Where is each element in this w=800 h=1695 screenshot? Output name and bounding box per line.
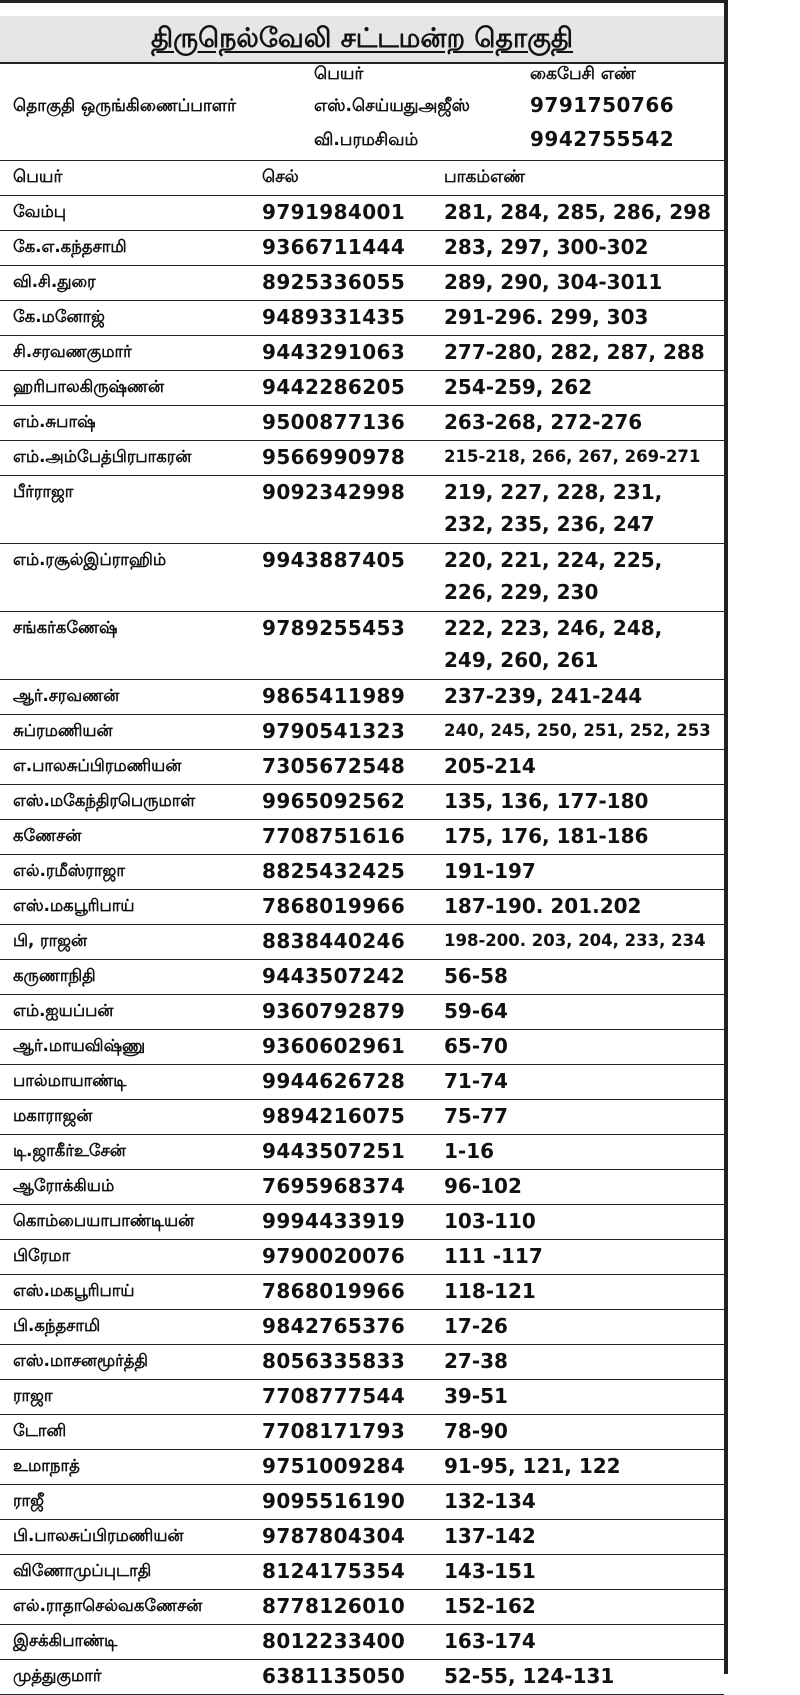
booth-line: 56-58: [444, 964, 508, 988]
booth-line: 143-151: [444, 1559, 536, 1583]
table-row: [0, 784, 724, 819]
row-name: பி, ராஜன்: [13, 931, 87, 950]
booth-line: 65-70: [444, 1034, 508, 1058]
table-row: [0, 300, 724, 335]
row-booth-numbers: [444, 301, 648, 333]
table-row: [0, 230, 724, 265]
row-booth-numbers: [444, 371, 592, 403]
booth-line: 249, 260, 261: [444, 648, 599, 672]
booth-line: 291-296. 299, 303: [444, 305, 649, 329]
booth-line: 111 -117: [444, 1244, 543, 1268]
row-booth-numbers: [444, 1310, 508, 1342]
row-cell-number: 9092342998: [262, 480, 406, 504]
booth-line: 281, 284, 285, 286, 298: [444, 200, 711, 224]
row-booth-numbers: [444, 715, 711, 747]
row-booth-numbers: [444, 855, 536, 887]
row-cell-number: 7708171793: [262, 1419, 406, 1443]
booth-line: 263-268, 272-276: [444, 410, 643, 434]
booth-line: 71-74: [444, 1069, 508, 1093]
row-booth-numbers: [444, 1275, 536, 1307]
row-name: ராஜீ: [13, 1491, 44, 1510]
row-booth-numbers: [444, 1240, 543, 1272]
booth-line: 163-174: [444, 1629, 536, 1653]
row-booth-numbers: [444, 1030, 508, 1062]
table-row: [0, 889, 724, 924]
row-booth-numbers: [444, 925, 706, 957]
coordinator-phone: 9942755542: [530, 127, 675, 151]
table-row: [0, 370, 724, 405]
booth-line: 198-200. 203, 204, 233, 234: [444, 931, 706, 950]
row-name: கருணாநிதி: [13, 966, 96, 985]
row-cell-number: 9443507242: [262, 964, 406, 988]
table-row: [0, 475, 724, 543]
row-cell-number: 9994433919: [262, 1209, 406, 1233]
table-row: [0, 1659, 724, 1694]
row-cell-number: 9791984001: [262, 200, 406, 224]
row-name: கே.மனோஜ்: [13, 307, 105, 326]
row-name: வி.சி.துரை: [13, 272, 96, 291]
coordinator-phone-header: கைபேசி எண்: [530, 64, 636, 84]
booth-line: 103-110: [444, 1209, 536, 1233]
row-booth-numbers: [444, 1100, 508, 1132]
row-booth-numbers: [444, 1485, 536, 1517]
table-row: [0, 1519, 724, 1554]
row-cell-number: 7708777544: [262, 1384, 406, 1408]
booth-line: 187-190. 201.202: [444, 894, 642, 918]
row-cell-number: 7708751616: [262, 824, 406, 848]
row-cell-number: 9500877136: [262, 410, 406, 434]
row-booth-numbers: [444, 960, 508, 992]
row-booth-numbers: [444, 266, 662, 298]
row-cell-number: 9787804304: [262, 1524, 406, 1548]
booth-line: 191-197: [444, 859, 536, 883]
table-row: [0, 924, 724, 959]
row-name: பீர்ராஜா: [13, 482, 74, 501]
row-name: ஆர்.சரவணன்: [13, 686, 120, 705]
table-row: [0, 1379, 724, 1414]
row-booth-numbers: [444, 1450, 621, 1482]
booth-line: 215-218, 266, 267, 269-271: [444, 447, 701, 466]
row-cell-number: 9944626728: [262, 1069, 406, 1093]
booth-line: 254-259, 262: [444, 375, 593, 399]
row-name: எம்.சுபாஷ்: [13, 412, 96, 431]
row-booth-numbers: [444, 1660, 614, 1692]
row-name: பி.கந்தசாமி: [13, 1316, 101, 1335]
booth-line: 135, 136, 177-180: [444, 789, 649, 813]
row-name: எஸ்.மகபூரிபாய்: [13, 896, 135, 915]
row-booth-numbers: [444, 1520, 536, 1552]
row-booth-numbers: [444, 1205, 536, 1237]
coordinator-phone: 9791750766: [530, 93, 675, 117]
table-row: [0, 1029, 724, 1064]
row-name: ஹரிபாலகிருஷ்ணன்: [13, 377, 164, 396]
booth-line: 222, 223, 246, 248,: [444, 616, 663, 640]
row-booth-numbers: [444, 612, 662, 676]
booth-agent-table: [0, 160, 724, 1695]
row-cell-number: 9865411989: [262, 684, 406, 708]
row-booth-numbers: [444, 1590, 536, 1622]
header-booth: பாகம்எண்: [444, 167, 525, 187]
row-name: எஸ்.மகபூரிபாய்: [13, 1281, 135, 1300]
row-cell-number: 8838440246: [262, 929, 406, 953]
table-row: [0, 1169, 724, 1204]
coordinator-name: வி.பரமசிவம்: [314, 130, 419, 150]
table-row: [0, 1274, 724, 1309]
row-cell-number: 9842765376: [262, 1314, 406, 1338]
row-cell-number: 9943887405: [262, 548, 406, 572]
row-booth-numbers: [444, 820, 648, 852]
row-cell-number: 7868019966: [262, 1279, 406, 1303]
row-name: கொம்பையாபாண்டியன்: [13, 1211, 195, 1230]
booth-line: 175, 176, 181-186: [444, 824, 649, 848]
booth-line: 137-142: [444, 1524, 536, 1548]
row-name: பிரேமா: [13, 1246, 71, 1265]
row-name: எஸ்.மாசனமூர்த்தி: [13, 1351, 149, 1370]
table-row: [0, 1309, 724, 1344]
row-name: முத்துகுமார்: [13, 1666, 102, 1685]
row-name: பி.பாலசுப்பிரமணியன்: [13, 1526, 184, 1545]
table-row: [0, 1554, 724, 1589]
row-cell-number: 9566990978: [262, 445, 406, 469]
table-row: [0, 994, 724, 1029]
row-name: சுப்ரமணியன்: [13, 721, 113, 740]
row-cell-number: 7305672548: [262, 754, 406, 778]
booth-line: 205-214: [444, 754, 536, 778]
top-rule: [0, 0, 728, 16]
row-booth-numbers: [444, 785, 648, 817]
row-name: எல்.ராதாசெல்வகணேசன்: [13, 1596, 203, 1615]
table-row: [0, 1099, 724, 1134]
booth-line: 232, 235, 236, 247: [444, 512, 655, 536]
row-name: டோனி: [13, 1421, 67, 1440]
row-booth-numbers: [444, 544, 662, 608]
row-name: சங்கர்கணேஷ்: [13, 618, 118, 637]
table-row: [0, 1064, 724, 1099]
booth-line: 27-38: [444, 1349, 508, 1373]
row-cell-number: 9790020076: [262, 1244, 406, 1268]
row-cell-number: 9443291063: [262, 340, 406, 364]
row-booth-numbers: [444, 196, 711, 228]
row-booth-numbers: [444, 995, 508, 1027]
row-name: கணேசன்: [13, 826, 82, 845]
row-name: இசக்கிபாண்டி: [13, 1631, 118, 1650]
row-booth-numbers: [444, 1380, 508, 1412]
booth-line: 1-16: [444, 1139, 495, 1163]
row-cell-number: 9894216075: [262, 1104, 406, 1128]
table-row: [0, 854, 724, 889]
booth-line: 226, 229, 230: [444, 580, 599, 604]
row-booth-numbers: [444, 406, 642, 438]
coordinator-name-header: பெயர்: [314, 64, 364, 84]
row-cell-number: 9095516190: [262, 1489, 406, 1513]
header-name: பெயர்: [13, 167, 63, 187]
row-cell-number: 6381135050: [262, 1664, 406, 1688]
row-cell-number: 8056335833: [262, 1349, 406, 1373]
row-name: டி.ஜாகீர்உசேன்: [13, 1141, 126, 1160]
row-name: சி.சரவணகுமார்: [13, 342, 132, 361]
page-title: திருநெல்வேலி சட்டமன்ற தொகுதி: [0, 16, 724, 64]
booth-line: 17-26: [444, 1314, 508, 1338]
row-name: விணோமுப்புடாதி: [13, 1561, 152, 1580]
booth-line: 237-239, 241-244: [444, 684, 643, 708]
table-row: [0, 679, 724, 714]
booth-line: 289, 290, 304-3011: [444, 270, 663, 294]
row-cell-number: 9789255453: [262, 616, 406, 640]
coordinator-block: [0, 62, 724, 160]
booth-line: 39-51: [444, 1384, 508, 1408]
row-cell-number: 9489331435: [262, 305, 406, 329]
table-row: [0, 1134, 724, 1169]
booth-line: 118-121: [444, 1279, 536, 1303]
row-name: எஸ்.மகேந்திரபெருமாள்: [13, 791, 196, 810]
row-cell-number: 9751009284: [262, 1454, 406, 1478]
row-booth-numbers: [444, 231, 648, 263]
booth-line: 59-64: [444, 999, 508, 1023]
table-row: [0, 335, 724, 370]
row-cell-number: 9790541323: [262, 719, 406, 743]
row-booth-numbers: [444, 476, 662, 540]
header-cell: செல்: [262, 167, 299, 187]
booth-line: 78-90: [444, 1419, 508, 1443]
coordinator-role-label: தொகுதி ஒருங்கிணைப்பாளர்: [13, 96, 236, 116]
booth-line: 96-102: [444, 1174, 522, 1198]
row-cell-number: 9360602961: [262, 1034, 406, 1058]
row-cell-number: 8825432425: [262, 859, 406, 883]
row-cell-number: 7695968374: [262, 1174, 406, 1198]
row-cell-number: 8012233400: [262, 1629, 406, 1653]
row-booth-numbers: [444, 1415, 508, 1447]
table-row: [0, 1624, 724, 1659]
row-cell-number: 9965092562: [262, 789, 406, 813]
row-cell-number: 9360792879: [262, 999, 406, 1023]
row-booth-numbers: [444, 441, 700, 473]
row-name: கே.எ.கந்தசாமி: [13, 237, 127, 256]
row-booth-numbers: [444, 1065, 508, 1097]
row-name: எல்.ரமீஸ்ராஜா: [13, 861, 125, 880]
booth-line: 283, 297, 300-302: [444, 235, 649, 259]
row-name: ஆர்.மாயவிஷ்ணு: [13, 1036, 146, 1055]
table-row: [0, 611, 724, 679]
row-booth-numbers: [444, 1170, 522, 1202]
table-row: [0, 1204, 724, 1239]
table-row: [0, 1449, 724, 1484]
table-row: [0, 1239, 724, 1274]
booth-line: 220, 221, 224, 225,: [444, 548, 663, 572]
row-cell-number: 8778126010: [262, 1594, 406, 1618]
table-row: [0, 749, 724, 784]
row-name: பால்மாயாண்டி: [13, 1071, 127, 1090]
row-name: வேம்பு: [13, 202, 67, 221]
row-booth-numbers: [444, 336, 705, 368]
row-name: உமாநாத்: [13, 1456, 80, 1475]
table-row: [0, 543, 724, 611]
booth-line: 219, 227, 228, 231,: [444, 480, 663, 504]
row-cell-number: 9442286205: [262, 375, 406, 399]
row-booth-numbers: [444, 890, 641, 922]
row-booth-numbers: [444, 1555, 536, 1587]
row-cell-number: 7868019966: [262, 894, 406, 918]
table-row: [0, 819, 724, 854]
table-row: [0, 1484, 724, 1519]
row-booth-numbers: [444, 1625, 536, 1657]
table-row: [0, 405, 724, 440]
booth-line: 75-77: [444, 1104, 508, 1128]
table-row: [0, 440, 724, 475]
row-booth-numbers: [444, 1345, 508, 1377]
row-cell-number: 8124175354: [262, 1559, 406, 1583]
table-row: [0, 959, 724, 994]
row-booth-numbers: [444, 680, 642, 712]
row-cell-number: 8925336055: [262, 270, 406, 294]
row-name: ஆரோக்கியம்: [13, 1176, 115, 1195]
table-row: [0, 265, 724, 300]
row-name: மகாராஜன்: [13, 1106, 93, 1125]
table-row: [0, 1414, 724, 1449]
coordinator-name: எஸ்.செய்யதுஅஜீஸ்: [314, 96, 470, 116]
booth-line: 91-95, 121, 122: [444, 1454, 621, 1478]
booth-line: 52-55, 124-131: [444, 1664, 615, 1688]
table-header-row: [0, 160, 724, 195]
row-booth-numbers: [444, 750, 536, 782]
row-name: எம்.ரசூல்இப்ராஹிம்: [13, 550, 167, 569]
row-cell-number: 9366711444: [262, 235, 406, 259]
booth-line: 132-134: [444, 1489, 536, 1513]
row-name: எம்.ஐயப்பன்: [13, 1001, 114, 1020]
booth-line: 240, 245, 250, 251, 252, 253: [444, 721, 711, 740]
row-name: எம்.அம்பேத்பிரபாகரன்: [13, 447, 192, 466]
row-name: எ.பாலசுப்பிரமணியன்: [13, 756, 182, 775]
table-row: [0, 1589, 724, 1624]
row-name: ராஜா: [13, 1386, 53, 1405]
booth-line: 277-280, 282, 287, 288: [444, 340, 705, 364]
table-row: [0, 1344, 724, 1379]
row-cell-number: 9443507251: [262, 1139, 406, 1163]
table-row: [0, 714, 724, 749]
table-row: [0, 195, 724, 230]
booth-line: 152-162: [444, 1594, 536, 1618]
row-booth-numbers: [444, 1135, 494, 1167]
